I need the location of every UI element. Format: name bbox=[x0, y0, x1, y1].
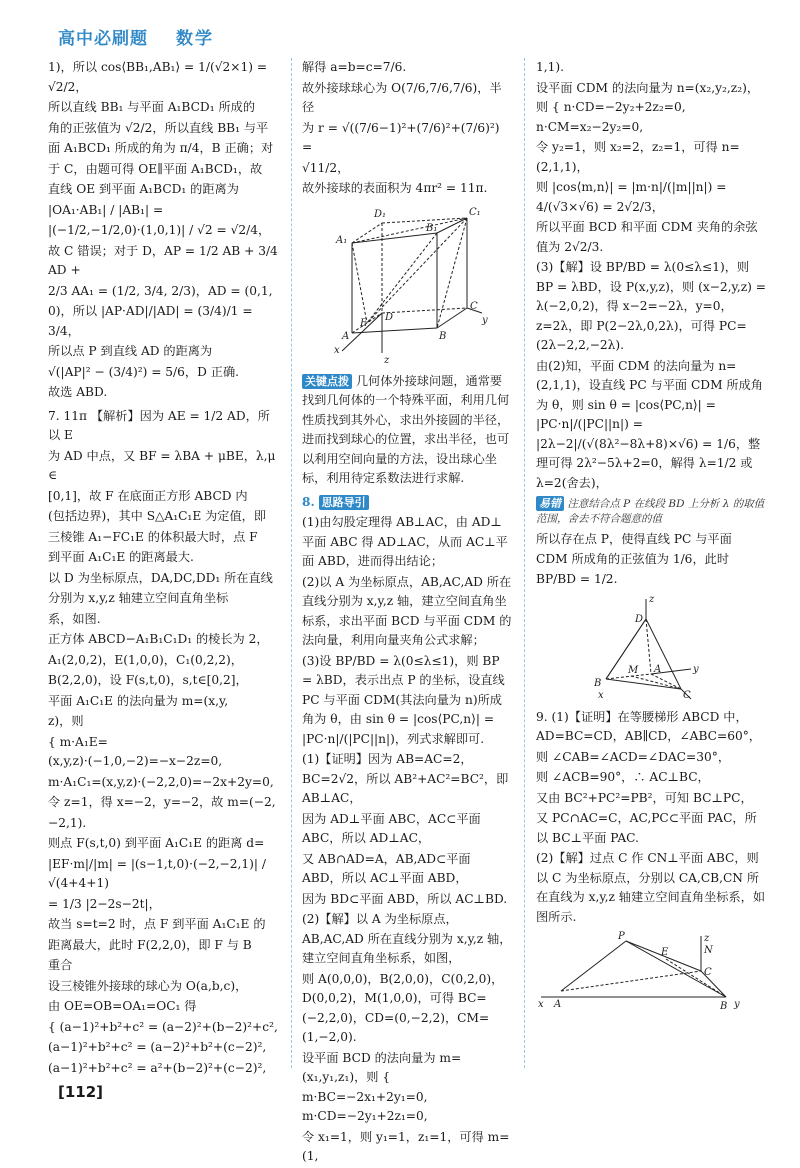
page-header bbox=[58, 18, 758, 58]
text-line: 所以存在点 P，使得直线 PC 与平面 CDM 所成角的正弦值为 1/6，此时 bbox=[536, 532, 732, 566]
subject-title: 数学 bbox=[176, 29, 214, 49]
text-line: m·A₁C₁=(x,y,z)·(−2,2,0)=−2x+2y=0, bbox=[48, 774, 274, 789]
text-line: 设平面 BCD 的法向量为 m=(x₁,y₁,z₁)，则 { m·BC=−2x₁+2y₁=0, m·CD=−2y₁+2z₁=0, bbox=[302, 1050, 462, 1123]
column-divider bbox=[291, 58, 292, 1068]
text-line: 令 z=1，得 x=−2，y=−2，故 m=(−2, bbox=[48, 795, 276, 809]
solution-text bbox=[302, 58, 512, 199]
text-line: (1)由勾股定理得 AB⊥AC，由 AD⊥平面 ABC 得 AD⊥AC，从而 AC⊥平面 ABD，进而得出结论； bbox=[302, 515, 508, 568]
label: y bbox=[734, 999, 740, 1010]
label: A bbox=[554, 999, 562, 1010]
label: B bbox=[720, 1001, 728, 1011]
text-line: 重合 bbox=[48, 958, 73, 972]
label: x bbox=[598, 689, 604, 701]
text-line: 则 |cos⟨m,n⟩| = |m·n|/(|m||n|) = 4/(√3×√6) = 2√2/3， bbox=[536, 180, 727, 214]
text-line: 于 C，由题可得 OE∥平面 A₁BCD₁，故 bbox=[48, 161, 263, 176]
label: B₁ bbox=[426, 222, 438, 234]
label: D bbox=[635, 613, 644, 625]
text-line: 又 PC∩AC=C，AC,PC⊂平面 PAC，所以 BC⊥平面 PAC. bbox=[536, 811, 757, 845]
text-line: 由(2)知，平面 CDM 的法向量为 n=(2,1,1)，设直线 PC 与平面 CDM 所成角为 θ，则 sin θ = |cos⟨PC,n⟩| = |PC·n|/(|PC||n|) = |2λ−2|/(√(8λ²−8λ+8)×√6) = 1/6，整理可得 2λ²−5λ+2=0，解得 λ=1/2 或 λ=2(舍去)， bbox=[536, 358, 763, 490]
label: A bbox=[342, 330, 350, 342]
text-line: { m·A₁E=(x,y,z)·(−1,0,−2)=−x−2z=0, bbox=[48, 734, 223, 768]
trapezoid-figure bbox=[536, 931, 746, 1011]
key-point-tag: 关键点拨 bbox=[302, 374, 352, 389]
thinking-guide-tag: 思路导引 bbox=[319, 495, 369, 510]
text-line: 则 ∠CAB=∠ACD=∠DAC=30°， bbox=[536, 749, 731, 764]
label: y bbox=[482, 314, 488, 326]
text-line: 到平面 A₁C₁E 的距离最大. bbox=[48, 550, 194, 564]
text-line: |(−1/2,−1/2,0)·(1,0,1)| / √2 = √2/4， bbox=[48, 223, 271, 237]
text-line: 则 ∠ACB=90°，∴ AC⊥BC， bbox=[536, 770, 710, 784]
text-line: A₁(2,0,2)，E(1,0,0)，C₁(0,2,2)， bbox=[48, 652, 243, 667]
text-line: 令 x₁=1，则 y₁=1，z₁=1，可得 m=(1, bbox=[302, 1129, 510, 1163]
text-line: 所以直线 BB₁ 与平面 A₁BCD₁ 所成的 bbox=[48, 100, 256, 114]
text-line: (3)设 BP/BD = λ(0≤λ≤1)，则 BP = λBD，表示出点 P 的坐标，设直线 PC 与平面 CDM(其法向量为 n)所成角为 θ，由 sin θ = |cos⟨PC,n⟩| = |PC·n|/(|PC||n|)，列式求解即可. bbox=[302, 653, 505, 746]
label: z bbox=[704, 933, 710, 944]
label: E bbox=[360, 317, 368, 329]
label: x bbox=[538, 999, 544, 1010]
label: z bbox=[384, 354, 390, 366]
text-line: 解得 a=b=c=7/6. bbox=[302, 60, 407, 74]
label: C bbox=[683, 689, 691, 701]
text-line: 又 AB∩AD=A，AB,AD⊂平面 ABD，所以 AC⊥平面 ABD， bbox=[302, 851, 471, 885]
text-line: 因为 BD⊂平面 ABD，所以 AC⊥BD. bbox=[302, 891, 508, 906]
column-divider bbox=[524, 58, 525, 1068]
text-line: z)，则 bbox=[48, 714, 84, 728]
text-line: 则 A(0,0,0)，B(2,0,0)，C(0,2,0)，D(0,0,2)，M(1,0,0)，可得 BC=(−2,2,0)，CD=(0,−2,2)，CM=(1,−2,0). bbox=[302, 971, 504, 1044]
text-line: { (a−1)²+b²+c² = (a−2)²+(b−2)²+c², bbox=[48, 1019, 278, 1034]
solution-text bbox=[536, 58, 766, 493]
text-line: 以 D 为坐标原点，DA,DC,DD₁ 所在直线 bbox=[48, 570, 273, 585]
text-line: 故外接球的表面积为 4πr² = 11π. bbox=[302, 181, 488, 195]
text-line: 角的正弦值为 √2/2，所以直线 BB₁ 与平 bbox=[48, 120, 269, 135]
label: E bbox=[661, 947, 669, 958]
text-line: 设三棱锥外接球的球心为 O(a,b,c)， bbox=[48, 978, 248, 993]
label: A bbox=[654, 663, 662, 675]
text-line: 因为 AD⊥平面 ABC，AC⊂平面 ABC，所以 AD⊥AC， bbox=[302, 811, 481, 845]
book-title: 高中必刷题 bbox=[58, 29, 148, 49]
text-line: (1)【证明】因为 AB=AC=2，BC=2√2，所以 AB²+AC²=BC²，即 AB⊥AC， bbox=[302, 752, 509, 805]
text-line: (2)以 A 为坐标原点，AB,AC,AD 所在直线分别为 x,y,z 轴，建立空间直角坐标系，求出平面 BCD 与平面 CDM 的法向量，利用向量夹角公式求解； bbox=[302, 574, 512, 647]
text-line: 直线 OE 到平面 A₁BCD₁ 的距离为 bbox=[48, 182, 239, 196]
text-line: 为 AD 中点，又 BF = λBA + μBE，λ,μ ∈ bbox=[48, 448, 276, 482]
tetrahedron-figure bbox=[586, 594, 706, 704]
text-line: 距离最大，此时 F(2,2,0)，即 F 与 B bbox=[48, 937, 252, 952]
text-line: 7. 11π 【解析】因为 AE = 1/2 AD，所以 E bbox=[48, 408, 270, 442]
label: N bbox=[704, 945, 713, 956]
text-line: (包括边界)，其中 S△A₁C₁E 为定值，即 bbox=[48, 509, 267, 523]
text-line: B(2,2,0)，设 F(s,t,0)，s,t∈[0,2]， bbox=[48, 673, 248, 687]
label: y bbox=[693, 663, 699, 675]
text-line: (3)【解】设 BP/BD = λ(0≤λ≤1)，则 BP = λBD，设 P(x,y,z)，则 (x−2,y,z) = λ(−2,0,2)，得 x−2=−2λ，y=0，z=2λ，即 P(2−2λ,0,2λ)，可得 PC=(2λ−2,2,−2λ). bbox=[536, 260, 766, 352]
label: z bbox=[649, 593, 655, 605]
text-line: 故选 ABD. bbox=[48, 385, 108, 399]
label: D bbox=[385, 311, 394, 323]
label: P bbox=[618, 931, 625, 942]
text-line: 由 OE=OB=OA₁=OC₁ 得 bbox=[48, 999, 197, 1013]
text-line: 面 A₁BCD₁ 所成的角为 π/4，B 正确；对 bbox=[48, 141, 274, 155]
solution-text bbox=[48, 58, 280, 1078]
text-line: 又由 BC²+PC²=PB²，可知 BC⊥PC， bbox=[536, 790, 753, 805]
text-line: 故 C 错误；对于 D，AP = 1/2 AB + 3/4 AD + bbox=[48, 243, 278, 277]
label: C₁ bbox=[469, 206, 481, 218]
text-line: √11/2， bbox=[302, 160, 350, 175]
key-point-text: 几何体外接球问题，通常要找到几何体的一个特殊平面，利用几何性质找到其外心，求出外接圆的半径，进而找到球心的位置，求出半径，也可以利用空间向量的方法，设出球心坐标，利用待定系数法进行求解. bbox=[302, 373, 510, 485]
text-line: 故当 s=t=2 时，点 F 到平面 A₁C₁E 的 bbox=[48, 917, 266, 931]
text-line: 分别为 x,y,z 轴建立空间直角坐标 bbox=[48, 591, 229, 605]
text-line: −2,1). bbox=[48, 815, 87, 830]
text-line: (2)【解】过点 C 作 CN⊥平面 ABC，则以 C 为坐标原点，分别以 CA,CB,CN 所在直线为 x,y,z 轴建立空间直角坐标系，如图所示. bbox=[536, 851, 766, 924]
text-line: 三棱锥 A₁−FC₁E 的体积最大时，点 F bbox=[48, 529, 258, 544]
text-line: [0,1]，故 F 在底面正方形 ABCD 内 bbox=[48, 488, 248, 503]
label: D₁ bbox=[374, 208, 387, 220]
solution-text bbox=[302, 513, 512, 1167]
column-left bbox=[48, 58, 280, 1079]
text-line: 2/3 AA₁ = (1/2, 3/4, 2/3)，AD = (0,1, bbox=[48, 283, 273, 298]
text-line: 平面 A₁C₁E 的法向量为 m=(x,y, bbox=[48, 693, 229, 708]
text-line: (2)【解】以 A 为坐标原点，AB,AC,AD 所在直线分别为 x,y,z 轴，建立空间直角坐标系，如图， bbox=[302, 912, 512, 965]
text-line: 1)，所以 cos⟨BB₁,AB₁⟩ = 1/(√2×1) = √2/2， bbox=[48, 60, 268, 94]
text-line: 令 y₂=1，则 x₂=2，z₂=1，可得 n=(2,1,1)， bbox=[536, 140, 740, 174]
text-line: 系，如图. bbox=[48, 611, 101, 626]
label: B bbox=[439, 330, 447, 342]
solution-text bbox=[536, 530, 766, 590]
error-prone-tag: 易错 bbox=[536, 496, 564, 511]
text-line: 则点 F(s,t,0) 到平面 A₁C₁E 的距离 d= bbox=[48, 836, 265, 850]
label: M bbox=[628, 664, 639, 676]
text-line: (a−1)²+b²+c² = (a−2)²+b²+(c−2)², bbox=[48, 1040, 267, 1054]
text-line: |OA₁·AB₁| / |AB₁| = bbox=[48, 202, 164, 217]
label: B bbox=[594, 677, 602, 689]
page-number: [112] bbox=[58, 1083, 104, 1101]
error-prone-note: 注意结合点 P 在线段 BD 上分析 λ 的取值范围，舍去不符合题意的值 bbox=[536, 498, 765, 525]
text-line: 1,1). bbox=[536, 60, 565, 74]
text-line: 为 r = √((7/6−1)²+(7/6)²+(7/6)²) = bbox=[302, 120, 500, 154]
column-right bbox=[536, 58, 766, 1011]
text-line: √(|AP|² − (3/4)²) = 5/6，D 正确. bbox=[48, 364, 240, 379]
text-line: 所以点 P 到直线 AD 的距离为 bbox=[48, 344, 213, 358]
label: x bbox=[334, 344, 340, 356]
text-line: 故外接球球心为 O(7/6,7/6,7/6)，半径 bbox=[302, 80, 502, 114]
label: C bbox=[470, 300, 478, 312]
text-line: |EF·m|/|m| = |(s−1,t,0)·(−2,−2,1)| / √(4+4+1) bbox=[48, 856, 266, 890]
solution-text bbox=[536, 708, 766, 928]
question-number: 8. bbox=[302, 494, 315, 509]
text-line: 正方体 ABCD−A₁B₁C₁D₁ 的棱长为 2， bbox=[48, 632, 269, 646]
text-line: BP/BD = 1/2. bbox=[536, 572, 618, 586]
text-line: 0)，所以 |AP·AD|/|AD| = (3/4)/1 = 3/4， bbox=[48, 304, 253, 338]
text-line: 9. (1)【证明】在等腰梯形 ABCD 中，AD=BC=CD，AB∥CD，∠ABC=60°， bbox=[536, 709, 761, 743]
text-line: 所以平面 BCD 和平面 CDM 夹角的余弦值为 2√2/3. bbox=[536, 220, 758, 254]
label: C bbox=[704, 967, 712, 978]
text-line: 设平面 CDM 的法向量为 n=(x₂,y₂,z₂)，则 { n·CD=−2y₂+2z₂=0, n·CM=x₂−2y₂=0, bbox=[536, 80, 760, 134]
label: A₁ bbox=[336, 234, 348, 246]
text-line: = 1/3 |2−2s−2t|， bbox=[48, 896, 161, 911]
cube-figure bbox=[322, 203, 492, 368]
text-line: (a−1)²+b²+c² = a²+(b−2)²+(c−2)², bbox=[48, 1060, 267, 1075]
column-middle bbox=[302, 58, 512, 1168]
